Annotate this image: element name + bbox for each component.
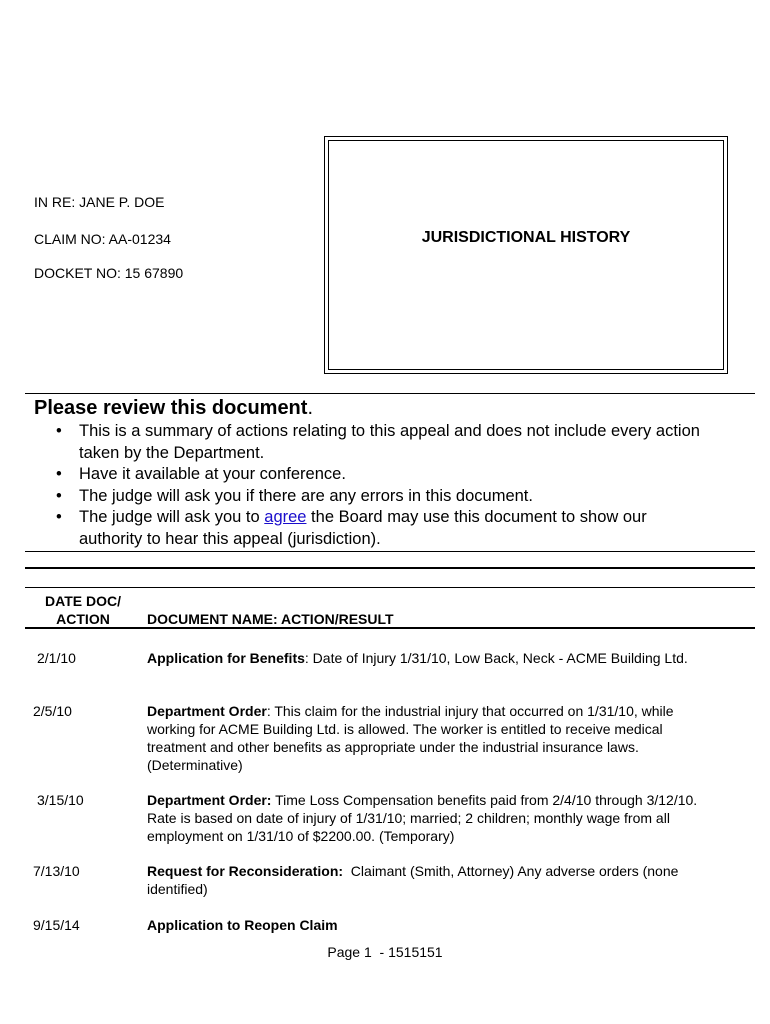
review-bullet: • Have it available at your conference. — [54, 464, 714, 486]
divider-table-header-bottom — [25, 627, 755, 629]
review-bullet: • The judge will ask you to agree the Board may use this document to show our authority to hear this appeal (jurisdiction). — [54, 507, 714, 550]
review-bullet: • This is a summary of actions relating to this appeal and does not include every action taken by the Department. — [54, 421, 714, 464]
divider-table-header-top — [25, 587, 755, 588]
caption-claim-no: CLAIM NO: AA-01234 — [34, 231, 171, 247]
divider-top — [25, 393, 755, 394]
divider-table-top — [25, 567, 755, 569]
entry-text: Department Order: This claim for the industrial injury that occurred on 1/31/10, while working for ACME Building Ltd. is allowed. The worker is entitled to receive medical treatment and other benefits as appropriate under the industrial insurance laws. (Determinative) — [147, 703, 674, 773]
column-header-date: DATE DOC/ ACTION — [45, 593, 121, 627]
entry-text: Application to Reopen Claim — [147, 917, 338, 933]
entry-date: 7/13/10 — [33, 863, 80, 879]
agree-link[interactable]: agree — [264, 508, 307, 526]
document-title: JURISDICTIONAL HISTORY — [421, 229, 631, 246]
title-box — [324, 136, 728, 374]
caption-docket-no: DOCKET NO: 15 67890 — [34, 265, 184, 281]
entry-date: 9/15/14 — [33, 917, 80, 933]
entry-text: Application for Benefits: Date of Injury 1/31/10, Low Back, Neck - ACME Building Ltd. — [147, 650, 688, 666]
column-header-document: DOCUMENT NAME: ACTION/RESULT — [147, 611, 394, 627]
title-box-inner-border — [328, 140, 724, 370]
entry-text: Department Order: Time Loss Compensation benefits paid from 2/4/10 through 3/12/10. Rate is based on date of injury of 1/31/10; married; 2 children; monthly wage from all employment on 1/31/10 of $2200.00. (Temporary) — [147, 792, 698, 844]
review-heading: Please review this document. — [34, 397, 313, 419]
entry-text: Request for Reconsideration: Claimant (Smith, Attorney) Any adverse orders (none identified) — [147, 863, 683, 897]
divider-review-bottom — [25, 551, 755, 552]
entry-date: 2/1/10 — [37, 650, 76, 666]
review-bullet: • The judge will ask you if there are any errors in this document. — [54, 486, 714, 508]
caption-in-re: IN RE: JANE P. DOE — [34, 194, 165, 210]
entry-date: 3/15/10 — [37, 792, 84, 808]
page-footer: Page 1 - 1515151 — [327, 944, 443, 960]
entry-date: 2/5/10 — [33, 703, 72, 719]
review-bullet-list — [54, 421, 714, 550]
